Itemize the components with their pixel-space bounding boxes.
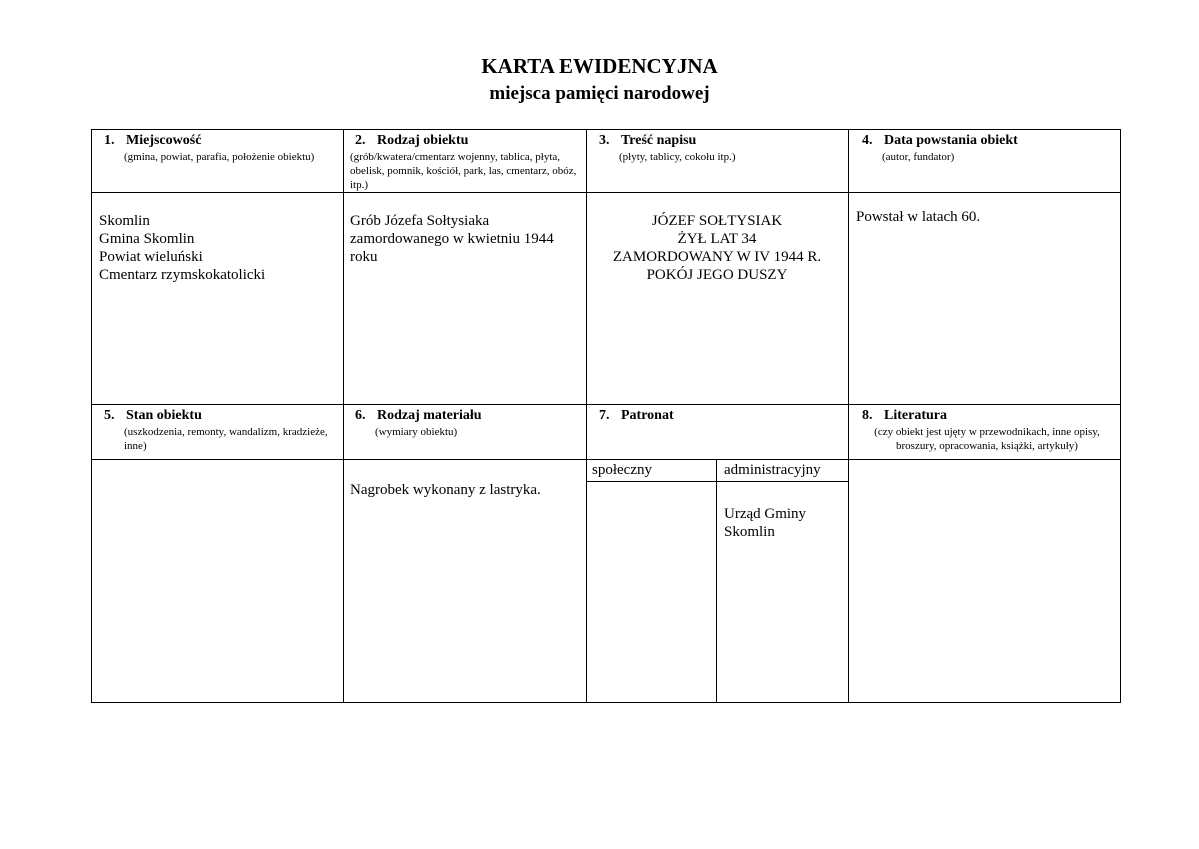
table-rule xyxy=(91,192,1121,193)
header-subtext: (płyty, tablicy, cokołu itp.) xyxy=(619,151,736,163)
table-border-top xyxy=(91,129,1121,130)
value-rodzaj-materialu: Nagrobek wykonany z lastryka. xyxy=(350,482,541,498)
table-rule xyxy=(91,404,1121,405)
table-border-right xyxy=(1120,129,1121,703)
table-border-left xyxy=(91,129,92,703)
header-literatura: 8. Literatura (czy obiekt jest ujęty w przewodnikach, inne opisy, broszury, opracowania, książki, artykuły) xyxy=(857,408,1117,453)
header-subtext: (grób/kwatera/cmentarz wojenny, tablica, płyta, obelisk, pomnik, kościół, park, las, cmentarz, obóz, itp.) xyxy=(350,151,577,191)
header-miejscowosc: 1. Miejscowość (gmina, powiat, parafia, położenie obiektu) xyxy=(104,133,336,164)
patronat-administracyjny-label: administracyjny xyxy=(724,462,821,478)
document-title: KARTA EWIDENCYJNA xyxy=(481,54,718,78)
table-rule xyxy=(91,459,1121,460)
patronat-spoleczny-label: społeczny xyxy=(592,462,652,478)
header-subtext: (wymiary obiektu) xyxy=(375,426,458,438)
header-rodzaj-obiektu: 2. Rodzaj obiektu (grób/kwatera/cmentarz wojenny, tablica, płyta, obelisk, pomnik, kościół, park, las, cmentarz, obóz, itp.) xyxy=(350,133,577,191)
value-rodzaj-obiektu: Grób Józefa Sołtysiaka zamordowanego w kwietniu 1944 roku xyxy=(350,213,554,265)
header-patronat: 7. Patronat xyxy=(599,408,674,423)
header-subtext: (autor, fundator) xyxy=(882,151,955,163)
value-tresc-napisu: JÓZEF SOŁTYSIAK ŻYŁ LAT 34 ZAMORDOWANY W IV 1944 R. POKÓJ JEGO DUSZY xyxy=(612,213,822,283)
patronat-subheader-rule xyxy=(586,481,848,482)
header-subtext: (czy obiekt jest ujęty w przewodnikach, inne opisy, broszury, opracowania, książki, artykuły) xyxy=(874,426,1100,452)
table-border-bottom xyxy=(91,702,1121,703)
value-miejscowosc: Skomlin Gmina Skomlin Powiat wieluński Cmentarz rzymskokatolicki xyxy=(99,213,266,283)
table-rule xyxy=(343,129,344,703)
value-data-powstania: Powstał w latach 60. xyxy=(856,209,981,225)
header-subtext: (uszkodzenia, remonty, wandalizm, kradzieże, inne) xyxy=(124,426,328,452)
table-rule xyxy=(848,129,849,703)
table-rule xyxy=(586,129,587,703)
header-tresc-napisu: 3. Treść napisu (płyty, tablicy, cokołu itp.) xyxy=(599,133,839,164)
value-patronat-administracyjny: Urząd Gminy Skomlin xyxy=(724,506,807,540)
header-stan-obiektu: 5. Stan obiektu (uszkodzenia, remonty, wandalizm, kradzieże, inne) xyxy=(104,408,336,453)
header-subtext: (gmina, powiat, parafia, położenie obiektu) xyxy=(124,151,315,163)
patronat-divider xyxy=(716,459,717,703)
header-data-powstania: 4. Data powstania obiekt (autor, fundator) xyxy=(862,133,1114,164)
header-rodzaj-materialu: 6. Rodzaj materiału (wymiary obiektu) xyxy=(355,408,577,439)
document-subtitle: miejsca pamięci narodowej xyxy=(489,83,710,104)
